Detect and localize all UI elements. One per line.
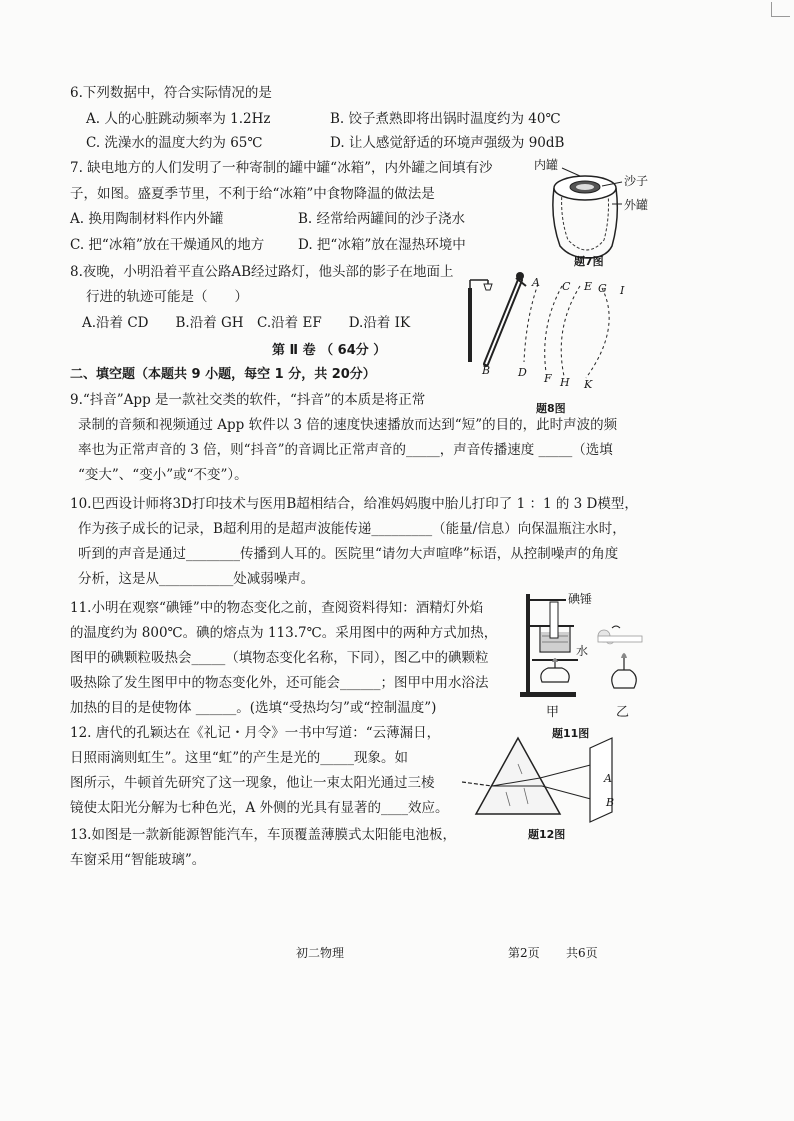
q11-label-iodine-hammer: 碘锤 bbox=[568, 592, 593, 606]
q12-line-3: 图所示，牛顿首先研究了这一现象，他让一束太阳光通过三棱 bbox=[70, 775, 435, 791]
q8-options: A.沿着 CD B.沿着 GH C.沿着 EF D.沿着 IK bbox=[82, 315, 411, 331]
q8-label-f: F bbox=[544, 372, 552, 385]
q8-label-k: K bbox=[584, 378, 593, 391]
q9-line-1: 9.“抖音”App 是一款社交类的软件，“抖音”的本质是将正常 bbox=[70, 392, 426, 408]
q10-line-3: 听到的声音是通过________传播到人耳的。医院里“请勿大声喧哗”标语，从控制噪声的角度 bbox=[78, 546, 619, 562]
q6-option-c: C. 洗澡水的温度大约为 65℃ bbox=[86, 135, 263, 151]
q8-label-d: D bbox=[518, 366, 527, 379]
q9-line-3: 率也为正常声音的 3 倍，则“抖音”的音调比正常声音的_____，声音传播速度 _____（选填 bbox=[78, 442, 613, 458]
q7-option-d: D. 把“冰箱”放在湿热环境中 bbox=[298, 237, 466, 253]
q12-line-1: 12. 唐代的孔颖达在《礼记・月令》一书中写道：“云薄漏日， bbox=[70, 725, 441, 741]
footer-page-number: 第2页 bbox=[508, 946, 540, 960]
q7-stem-2: 子，如图。盛夏季节里，不利于给“冰箱”中食物降温的做法是 bbox=[70, 186, 435, 202]
q7-jar-figure bbox=[540, 158, 670, 268]
q7-option-a: A. 换用陶制材料作内外罐 bbox=[70, 211, 224, 227]
q6-option-b: B. 饺子煮熟即将出锅时温度约为 40℃ bbox=[330, 111, 561, 127]
q8-label-b: B bbox=[482, 364, 491, 377]
q7-label-sand: 沙子 bbox=[624, 174, 649, 188]
q8-label-i: I bbox=[620, 284, 625, 297]
q11-figure-caption: 题11图 bbox=[552, 727, 590, 740]
q7-option-c: C. 把“冰箱”放在干燥通风的地方 bbox=[70, 237, 265, 253]
q12-line-4: 镜使太阳光分解为七种色光，A 外侧的光具有显著的____效应。 bbox=[70, 800, 449, 816]
q10-line-4: 分析，这是从___________处减弱噪声。 bbox=[78, 571, 315, 587]
fill-in-section-heading: 二、填空题（本题共 9 小题，每空 1 分，共 20分） bbox=[70, 367, 376, 382]
q11-line-2: 的温度约为 800℃。碘的熔点为 113.7℃。采用图中的两种方式加热， bbox=[70, 625, 498, 641]
q6-stem: 6.下列数据中，符合实际情况的是 bbox=[70, 85, 272, 101]
q13-line-1: 13.如图是一款新能源智能汽车，车顶覆盖薄膜式太阳能电池板， bbox=[70, 827, 456, 843]
q6-option-a: A. 人的心脏跳动频率为 1.2Hz bbox=[86, 111, 271, 127]
q10-line-1: 10.巴西设计师将3D打印技术与医用B超相结合，给准妈妈腹中胎儿打印了 1 ：1 的 3 D模型， bbox=[70, 496, 638, 512]
q11-line-1: 11.小明在观察“碘锤”中的物态变化之前，查阅资料得知：酒精灯外焰 bbox=[70, 600, 484, 616]
q7-label-outer: 外罐 bbox=[624, 198, 649, 212]
q11-line-4: 吸热除了发生图甲中的物态变化外，还可能会______；图甲中用水浴法 bbox=[70, 675, 489, 691]
q11-line-3: 图甲的碘颗粒吸热会_____（填物态变化名称，下同），图乙中的碘颗粒 bbox=[70, 650, 489, 666]
q8-label-h: H bbox=[560, 376, 570, 389]
q8-label-c: C bbox=[562, 280, 571, 293]
q7-option-b: B. 经常给两罐间的沙子浇水 bbox=[298, 211, 466, 227]
q8-figure-caption: 题8图 bbox=[536, 402, 566, 415]
q11-label-yi: 乙 bbox=[616, 705, 630, 720]
q10-line-2: 作为孩子成长的记录，B超利用的是超声波能传递_________（能量/信息）向保温瓶注水时， bbox=[78, 521, 626, 537]
q11-label-water: 水 bbox=[576, 644, 589, 658]
q7-stem-1: 7. 缺电地方的人们发明了一种寄制的罐中罐“冰箱”，内外罐之间填有沙 bbox=[70, 160, 493, 176]
q11-iodine-figure bbox=[518, 588, 668, 700]
page-corner-mark bbox=[771, 2, 790, 17]
footer-total-pages: 共6页 bbox=[566, 946, 598, 960]
q11-label-jia: 甲 bbox=[546, 705, 560, 720]
section-2-title: 第 Ⅱ 卷 （ 64分 ） bbox=[272, 343, 387, 358]
q8-label-e: E bbox=[584, 280, 593, 293]
q8-label-a: A bbox=[532, 276, 540, 289]
q11-line-5: 加热的目的是使物体 ______。(选填“受热均匀”或“控制温度”) bbox=[70, 700, 437, 716]
q8-stem-2: 行进的轨迹可能是（ ） bbox=[86, 289, 248, 305]
q7-figure-caption: 题7图 bbox=[574, 255, 604, 268]
q12-line-2: 日照雨滴则虹生”。这里“虹”的产生是光的_____现象。如 bbox=[70, 750, 408, 766]
q12-figure-caption: 题12图 bbox=[528, 828, 566, 841]
q8-stem-1: 8.夜晚，小明沿着平直公路AB经过路灯，他头部的影子在地面上 bbox=[70, 264, 454, 280]
q6-option-d: D. 让人感觉舒适的环境声强级为 90dB bbox=[330, 135, 565, 151]
q12-label-b: B bbox=[606, 796, 615, 809]
q9-line-4: “变大”、“变小”或“不变”）。 bbox=[78, 467, 248, 483]
q7-label-inner: 内罐 bbox=[534, 158, 559, 172]
q8-label-g: G bbox=[598, 282, 607, 295]
q12-label-a: A bbox=[604, 772, 612, 785]
q13-line-2: 车窗采用“智能玻璃”。 bbox=[70, 852, 206, 868]
footer-subject: 初二物理 bbox=[296, 946, 345, 960]
q9-line-2: 录制的音频和视频通过 App 软件以 3 倍的速度快速播放而达到“短”的目的，此时声波的频 bbox=[78, 417, 618, 433]
